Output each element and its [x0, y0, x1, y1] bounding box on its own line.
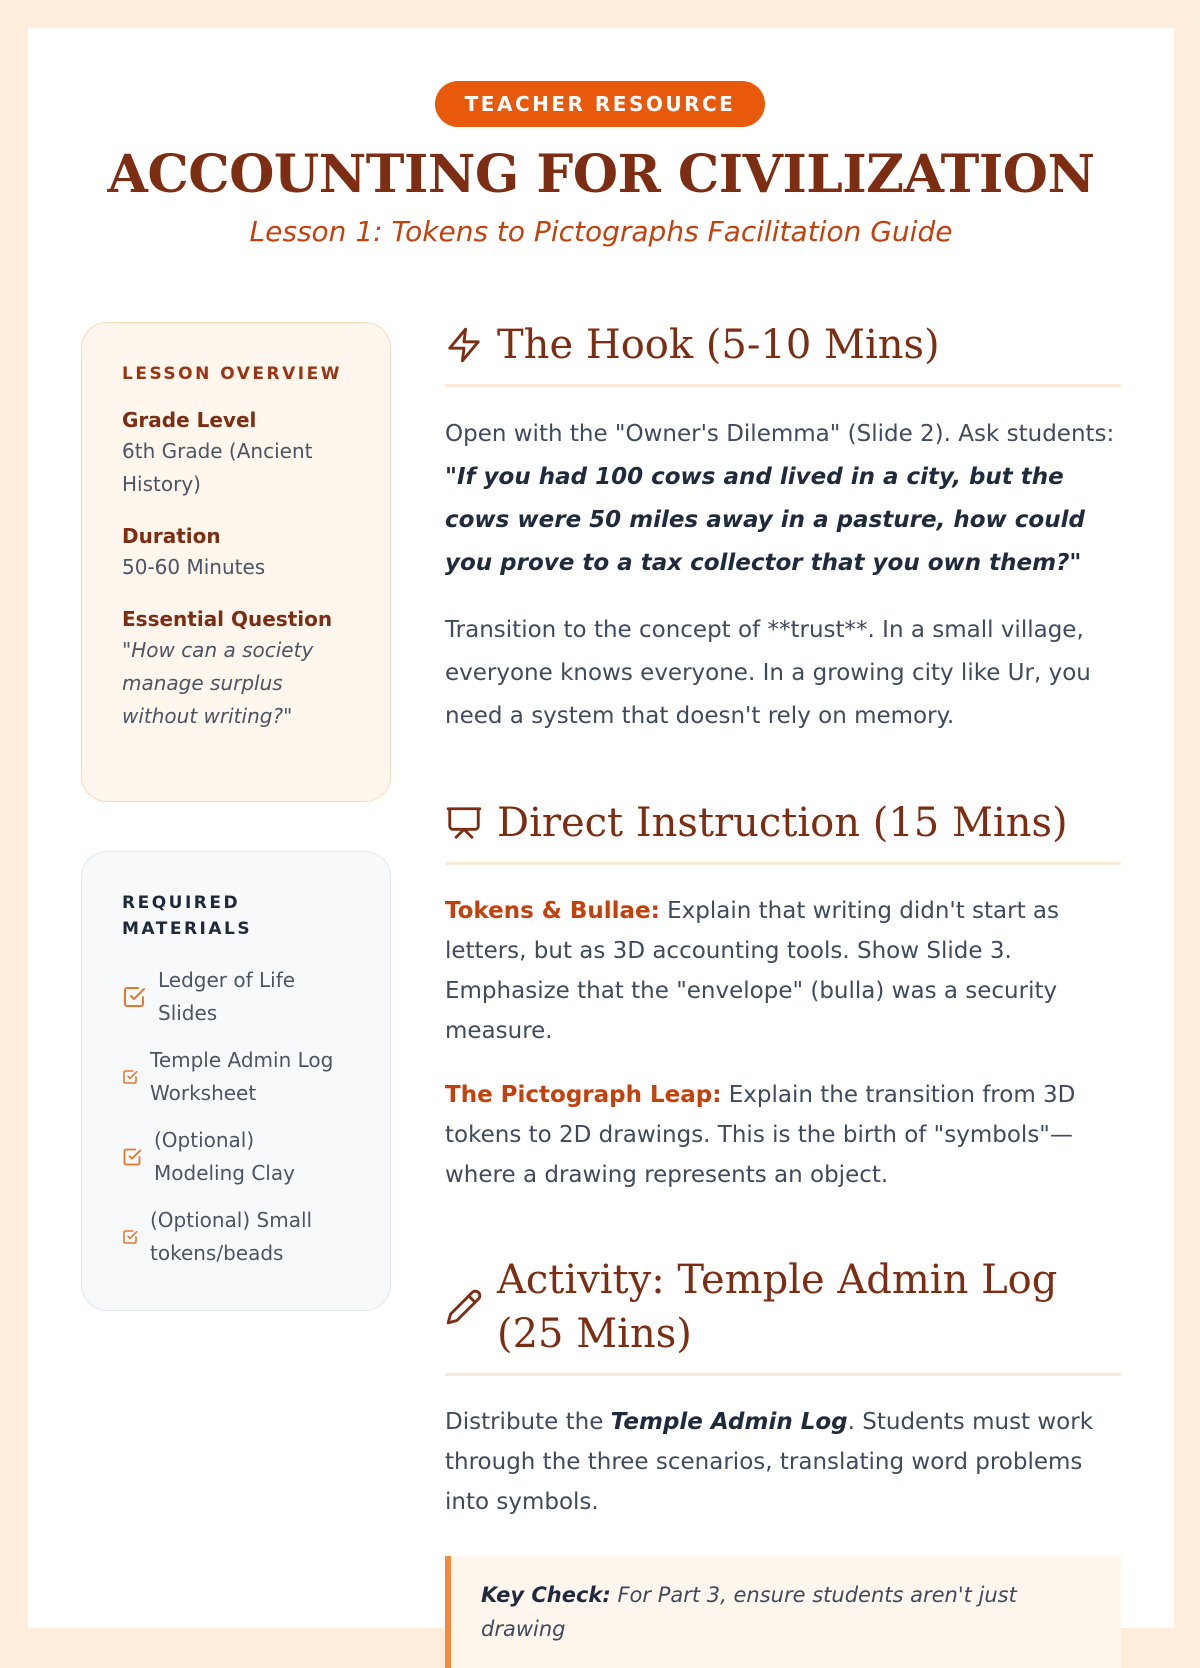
activity-text-after: . Students must work through the three scenarios, translating word problems into symbols. — [445, 1409, 1094, 1515]
page — [28, 28, 1174, 1641]
checkbox-icon — [122, 1229, 138, 1245]
lightning-icon — [445, 326, 487, 364]
tokens-bullae-text: Explain that writing didn't start as letters, but as 3D accounting tools. Show Slide 3. Emphasize that the "envelope" (bulla) was a security measure. — [445, 898, 1060, 1044]
hook-section-header — [445, 318, 1121, 387]
required-materials-card — [81, 851, 391, 1311]
material-item — [122, 1204, 350, 1270]
lesson-overview-card — [81, 322, 391, 802]
material-label: (Optional) Small tokens/beads — [150, 1208, 313, 1265]
material-item — [122, 964, 350, 1030]
essential-question-value: "How can a society manage surplus without writing?" — [122, 638, 314, 728]
material-item — [122, 1044, 350, 1110]
page-title: ACCOUNTING FOR CIVILIZATION — [107, 144, 1095, 205]
main-content — [445, 318, 1121, 1668]
essential-question-label: Essential Question — [122, 607, 333, 631]
material-label: Ledger of Life Slides — [158, 968, 296, 1025]
activity-text-before: Distribute the — [445, 1409, 611, 1435]
checkbox-icon — [122, 985, 146, 1009]
hook-quote: "If you had 100 cows and lived in a city, but the cows were 50 miles away in a pasture, how could you prove to a tax collector that you own them?" — [445, 464, 1085, 576]
pencil-icon — [445, 1288, 487, 1326]
key-check-label: Key Check: — [481, 1583, 611, 1607]
hook-intro-text: Open with the "Owner's Dilemma" (Slide 2). Ask students: — [445, 421, 1115, 447]
duration-item — [122, 521, 350, 584]
hook-paragraph-2: Transition to the concept of **trust**. In a small village, everyone knows everyone. In a growing city like Ur, you need a system that doesn't rely on memory. — [445, 617, 1091, 729]
duration-label: Duration — [122, 524, 221, 548]
instruction-title: Direct Instruction (15 Mins) — [497, 800, 1068, 846]
activity-worksheet-name: Temple Admin Log — [610, 1409, 848, 1435]
page-subtitle: Lesson 1: Tokens to Pictographs Facilitation Guide — [249, 215, 953, 248]
activity-title: Activity: Temple Admin Log (25 Mins) — [497, 1257, 1058, 1357]
duration-value: 50-60 Minutes — [122, 555, 266, 579]
tokens-bullae-lead: Tokens & Bullae: — [445, 898, 660, 924]
key-check-text: For Part 3, ensure students aren't just drawing — [481, 1583, 1017, 1641]
presentation-icon — [445, 804, 487, 842]
essential-question-item — [122, 604, 350, 733]
material-label: (Optional) Modeling Clay — [154, 1128, 295, 1185]
checkbox-icon — [122, 1147, 142, 1167]
hook-paragraph-1 — [445, 413, 1121, 585]
instruction-paragraph-1 — [445, 891, 1121, 1051]
required-materials-heading: REQUIRED MATERIALS — [122, 893, 253, 939]
material-label: Temple Admin Log Worksheet — [150, 1048, 334, 1105]
hook-title: The Hook (5-10 Mins) — [497, 322, 940, 368]
teacher-resource-badge: TEACHER RESOURCE — [435, 81, 765, 127]
grade-level-label: Grade Level — [122, 408, 257, 432]
material-item — [122, 1124, 350, 1190]
pictograph-leap-text: Explain the transition from 3D tokens to 2D drawings. This is the birth of "symbols"—where a drawing represents an object. — [445, 1082, 1076, 1188]
activity-paragraph — [445, 1402, 1121, 1522]
pictograph-leap-lead: The Pictograph Leap: — [445, 1082, 722, 1108]
instruction-section-header — [445, 796, 1121, 865]
lesson-overview-heading: LESSON OVERVIEW — [122, 364, 342, 384]
grade-level-item — [122, 405, 350, 501]
checkbox-icon — [122, 1069, 138, 1085]
activity-section-header — [445, 1253, 1121, 1376]
key-check-callout — [445, 1556, 1121, 1668]
grade-level-value: 6th Grade (Ancient History) — [122, 439, 313, 496]
instruction-paragraph-2 — [445, 1075, 1121, 1195]
